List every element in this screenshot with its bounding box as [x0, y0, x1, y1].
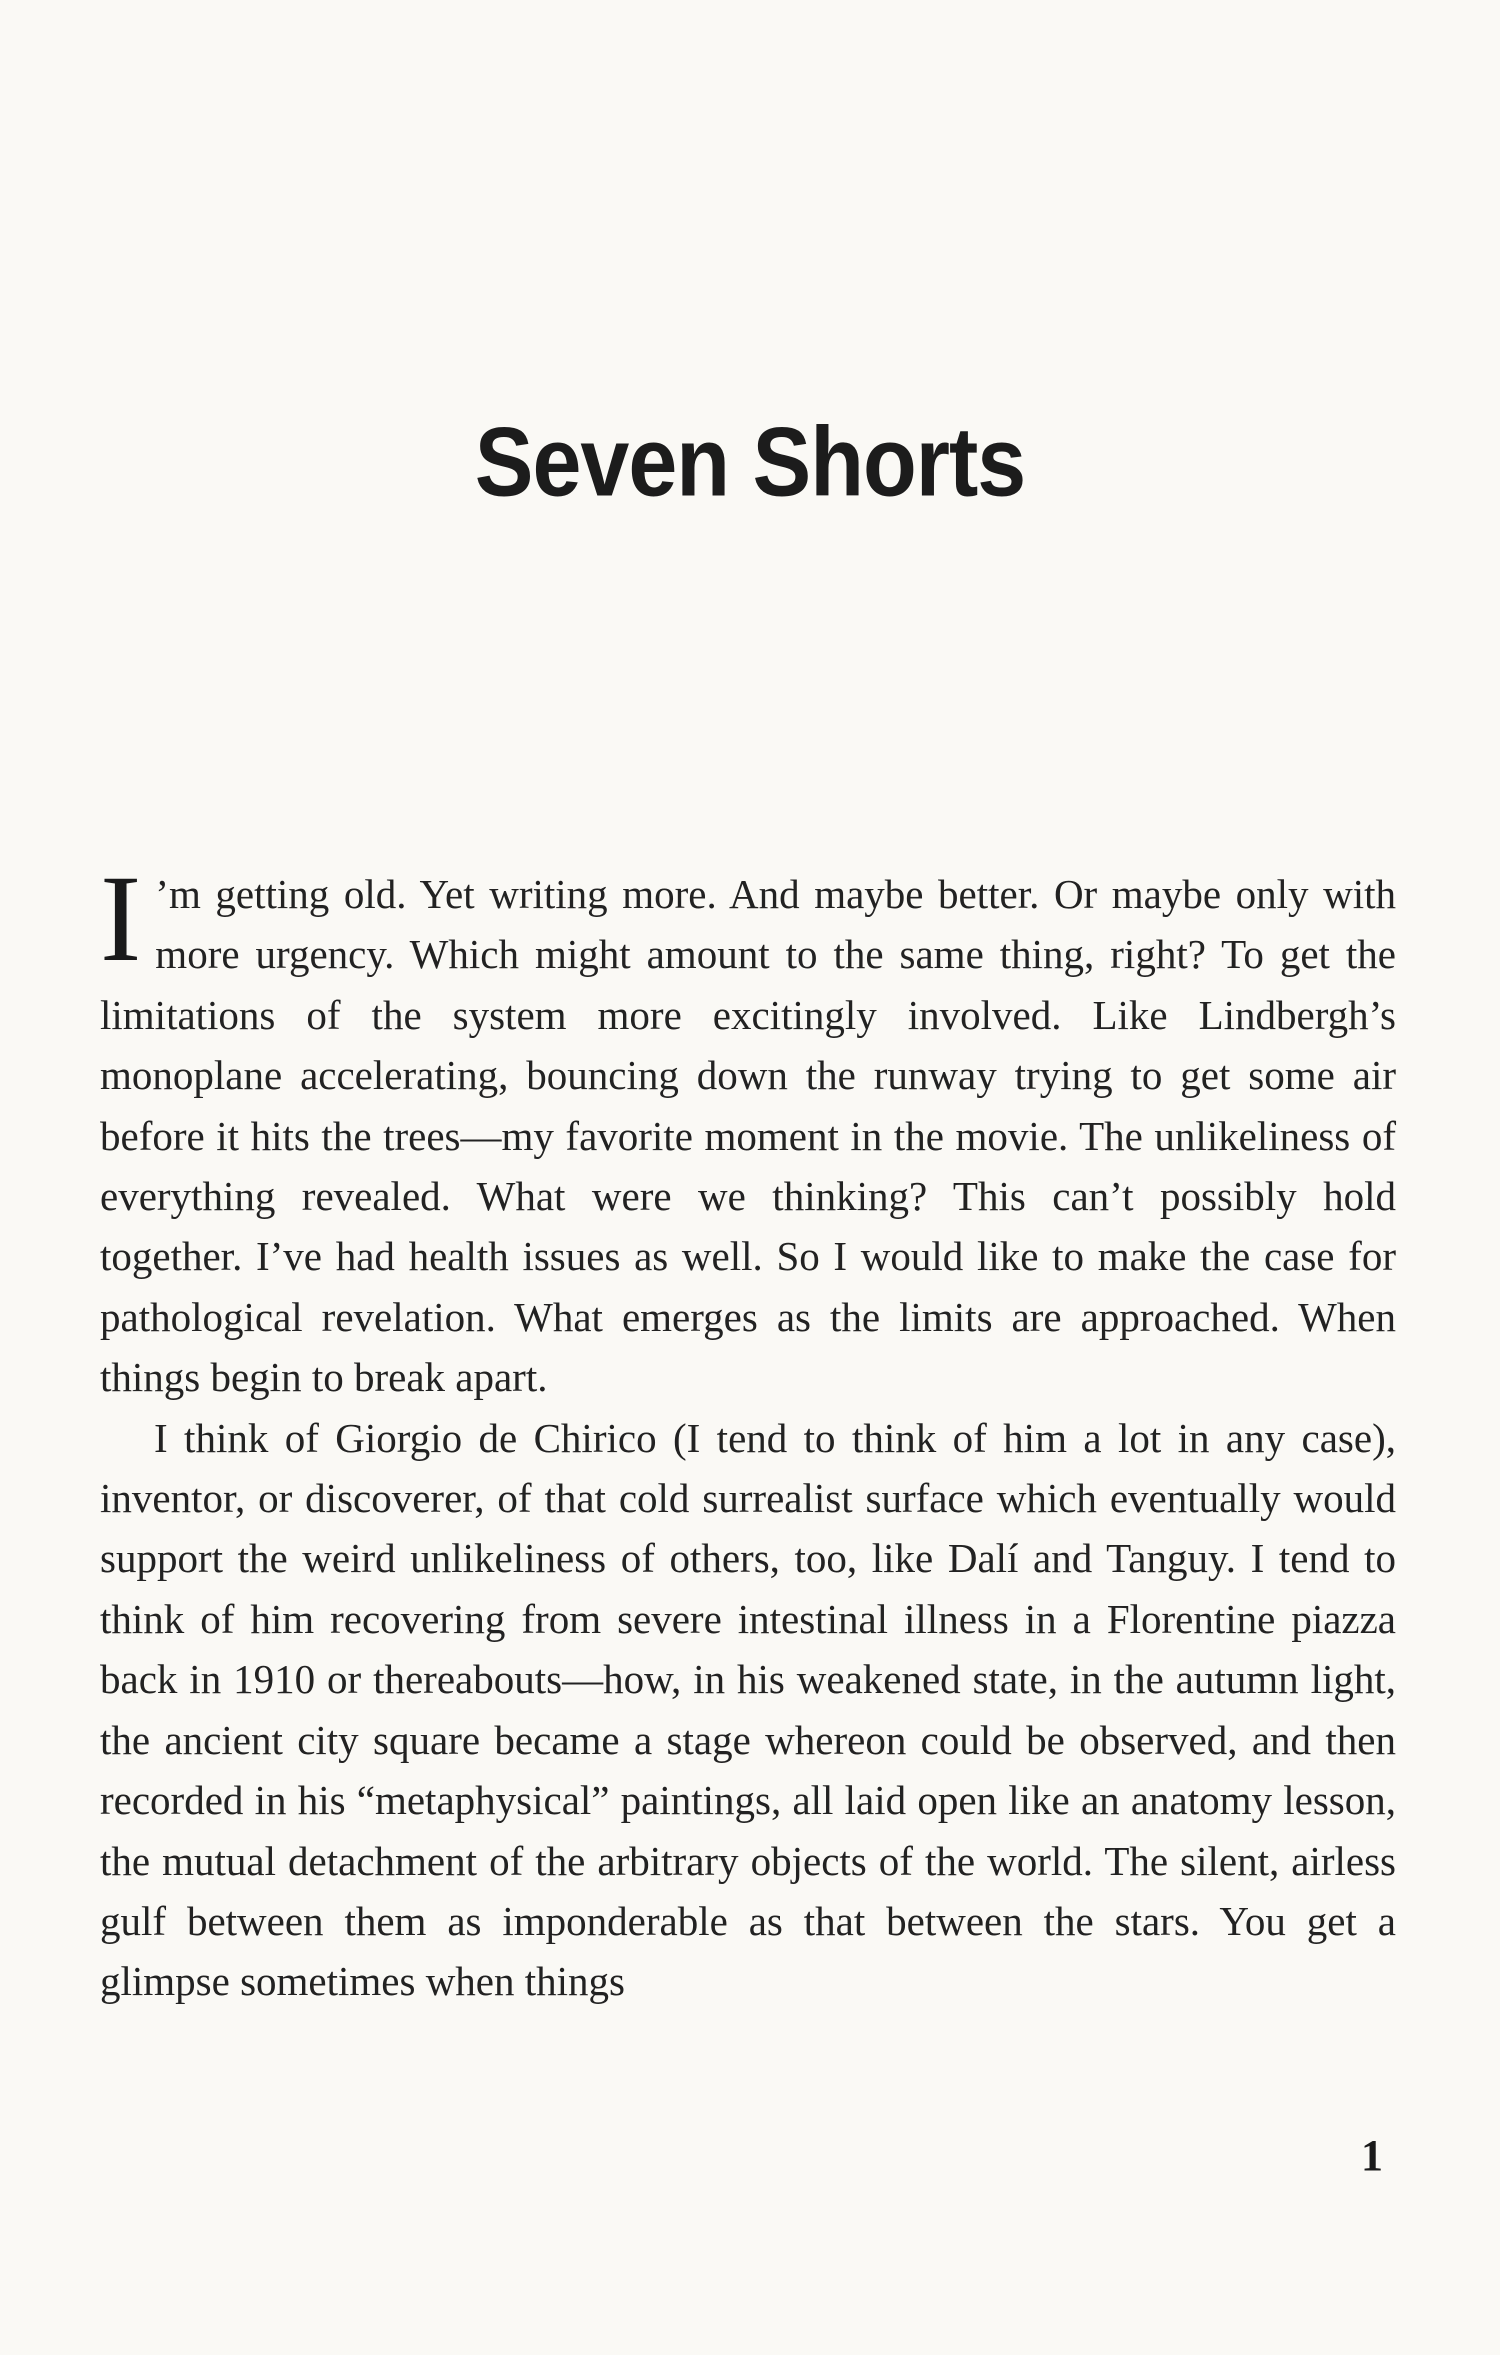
- body-text: [100, 850, 1396, 2012]
- paragraph-2: I think of Giorgio de Chirico (I tend to think of him a lot in any case), inventor, or discoverer, of that cold surrealist surface which eventually would support the weird unlikeliness of others, too, like Dalí and Tanguy. I tend to think of him recovering from severe intestinal illness in a Florentine piazza back in 1910 or thereabouts—how, in his weakened state, in the autumn light, the ancient city square became a stage whereon could be observed, and then recorded in his “metaphysical” paintings, all laid open like an anatomy lesson, the mutual detachment of the arbitrary objects of the world. The silent, airless gulf between them as imponderable as that between the stars. You get a glimpse sometimes when things: [100, 1414, 1396, 2005]
- page-number: 1: [1361, 2131, 1383, 2180]
- paragraph-1-text: ’m getting old. Yet writing more. And maybe better. Or maybe only with more urgency. Which might amount to the same thing, right? To get the limitations of the system more excitingly involved. Like Lindbergh’s monoplane accelerating, bouncing down the runway trying to get some air before it hits the trees—my favorite moment in the movie. The unlikeliness of everything revealed. What were we thinking? This can’t possibly hold together. I’ve had health issues as well. So I would like to make the case for pathological revelation. What emerges as the limits are approached. When things begin to break apart.: [100, 871, 1396, 1401]
- drop-cap: I: [100, 850, 142, 987]
- chapter-title: Seven Shorts: [474, 406, 1026, 517]
- paragraph-1: [100, 850, 1396, 1408]
